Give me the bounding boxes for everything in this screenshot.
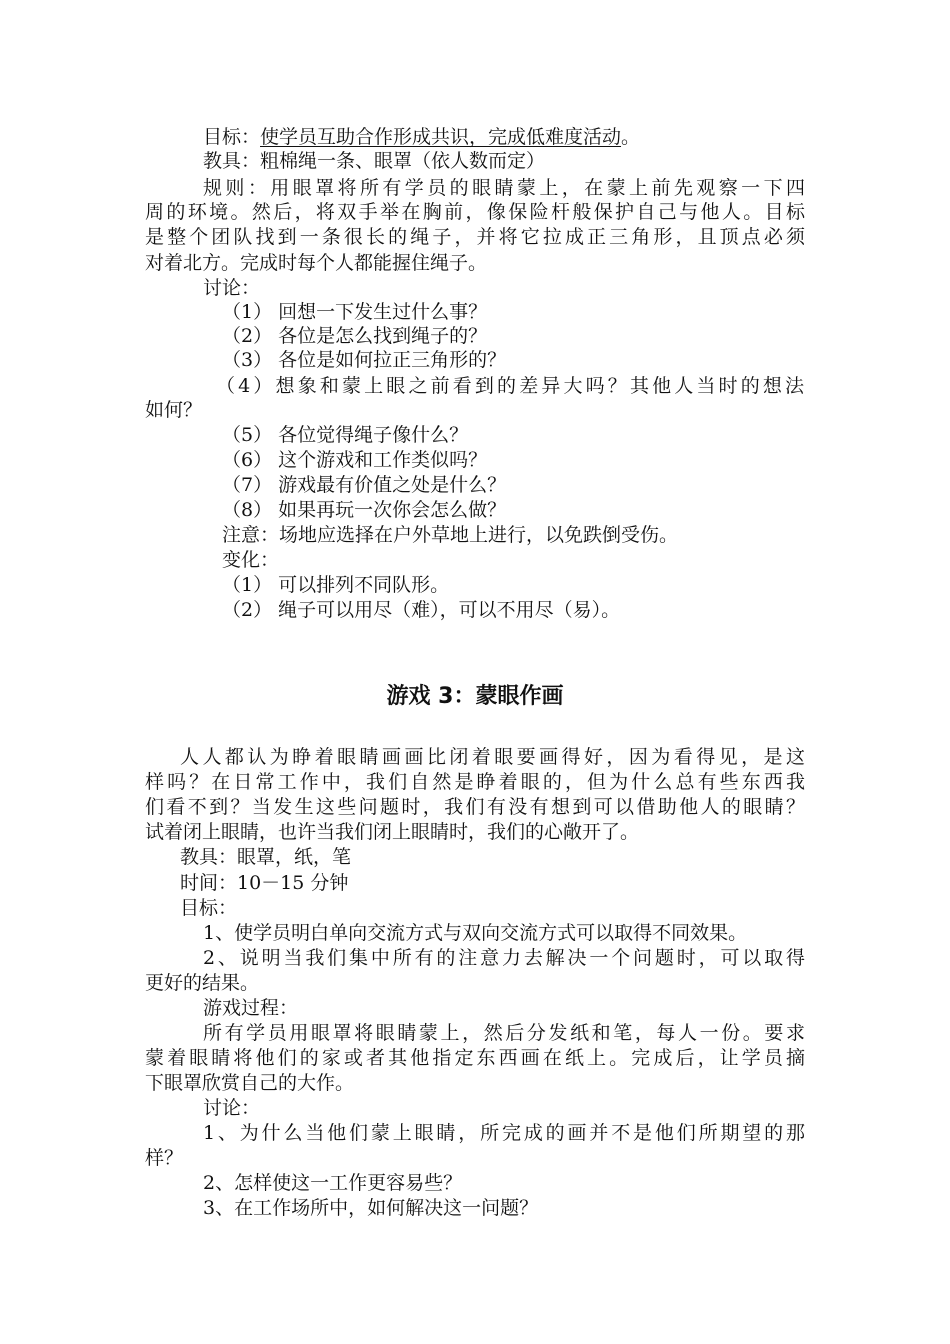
goal-text: 使学员互助合作形成共识，完成低难度活动 [260, 126, 622, 148]
discussion-item: （1） 回想一下发生过什么事？ [222, 301, 488, 323]
discussion-item: （2） 各位是怎么找到绳子的？ [222, 325, 488, 347]
goal-item-cont: 更好的结果。 [145, 972, 260, 994]
discussion-item: （8） 如果再玩一次你会怎么做？ [222, 499, 507, 521]
process-line: 下眼罩欣赏自己的大作。 [145, 1072, 355, 1094]
goal-item: 2、说明当我们集中所有的注意力去解决一个问题时，可以取得 [203, 947, 805, 969]
section-title: 游戏 3：蒙眼作画 [386, 684, 564, 709]
discussion-item: （5） 各位觉得绳子像什么？ [222, 424, 469, 446]
process-line: 蒙着眼睛将他们的家或者其他指定东西画在纸上。完成后，让学员摘 [145, 1047, 805, 1069]
variation-label: 变化： [222, 549, 280, 571]
intro-line: 们看不到？当发生这些问题时，我们有没有想到可以借助他人的眼睛？ [145, 796, 805, 818]
discussion-label: 讨论： [203, 277, 261, 299]
goal-line [203, 125, 803, 149]
variation-item: （1） 可以排列不同队形。 [222, 574, 450, 596]
intro-line: 试着闭上眼睛，也许当我们闭上眼睛时，我们的心敞开了。 [145, 821, 640, 843]
discussion-label: 讨论： [203, 1097, 261, 1119]
goal-end: 。 [621, 126, 641, 148]
intro-line: 人人都认为睁着眼睛画画比闭着眼要画得好，因为看得见，是这 [180, 746, 805, 768]
goal-item: 1、使学员明白单向交流方式与双向交流方式可以取得不同效果。 [203, 922, 748, 944]
rules-line: 对着北方。完成时每个人都能握住绳子。 [145, 252, 488, 274]
tools-line: 教具：眼罩，纸，笔 [180, 846, 352, 868]
rules-line: 周的环境。然后，将双手举在胸前，像保险杆般保护自己与他人。目标 [145, 201, 805, 223]
discussion-item: 3、在工作场所中，如何解决这一问题？ [203, 1197, 539, 1219]
discussion-item: （7） 游戏最有价值之处是什么？ [222, 474, 507, 496]
goal-label: 目标： [180, 897, 238, 919]
process-label: 游戏过程： [203, 997, 299, 1019]
rules-line: 是整个团队找到一条很长的绳子，并将它拉成正三角形，且顶点必须 [145, 226, 805, 248]
variation-item: （2） 绳子可以用尽（难），可以不用尽（易）。 [222, 599, 621, 621]
discussion-item: （4）想象和蒙上眼之前看到的差异大吗？其他人当时的想法 [216, 375, 804, 397]
discussion-item-cont: 样？ [145, 1147, 184, 1169]
goal-label: 目标： [203, 126, 261, 148]
time-line: 时间：10－15 分钟 [180, 872, 349, 894]
process-line: 所有学员用眼罩将眼睛蒙上，然后分发纸和笔，每人一份。要求 [203, 1022, 805, 1044]
discussion-item: （6） 这个游戏和工作类似吗？ [222, 449, 488, 471]
intro-line: 样吗？在日常工作中，我们自然是睁着眼的，但为什么总有些东西我 [145, 771, 805, 793]
rules-line: 规则：用眼罩将所有学员的眼睛蒙上，在蒙上前先观察一下四 [203, 177, 805, 199]
discussion-item-cont: 如何？ [145, 399, 203, 421]
note-line: 注意：场地应选择在户外草地上进行，以免跌倒受伤。 [222, 524, 679, 546]
discussion-item: 1、为什么当他们蒙上眼睛，所完成的画并不是他们所期望的那 [203, 1122, 805, 1144]
discussion-item: 2、怎样使这一工作更容易些？ [203, 1172, 463, 1194]
discussion-item: （3） 各位是如何拉正三角形的？ [222, 349, 507, 371]
tools-line: 教具：粗棉绳一条、眼罩（依人数而定） [203, 150, 546, 172]
